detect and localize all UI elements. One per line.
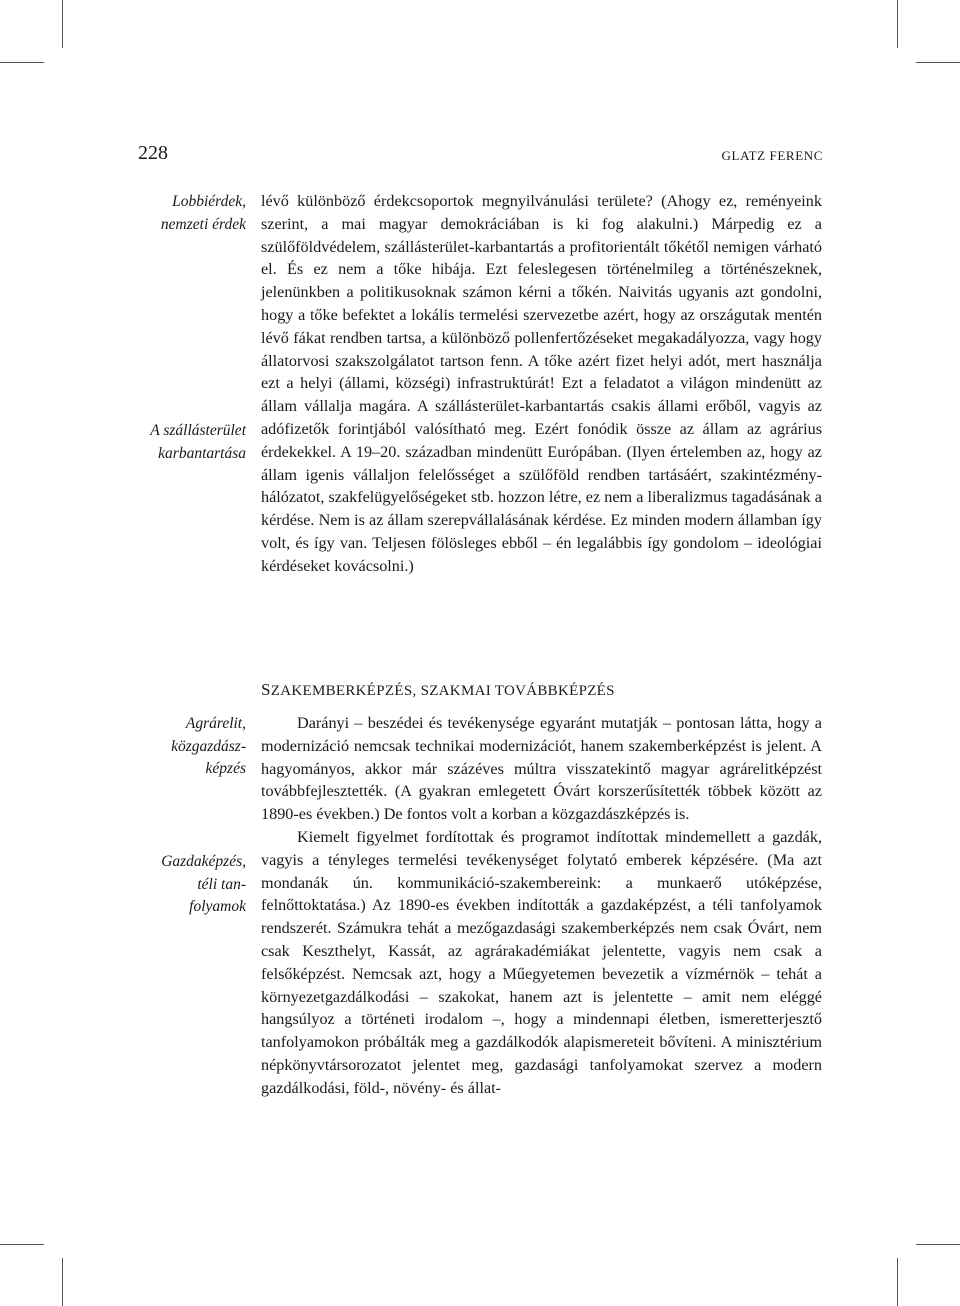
page-header <box>138 142 823 168</box>
margin-note: Lobbiérdek, nemzeti érdek <box>160 193 246 233</box>
crop-mark <box>62 0 63 48</box>
crop-mark <box>897 1258 898 1306</box>
body-text-block <box>261 712 822 1100</box>
paragraph: lévő különböző érdekcsoportok megnyilvánulási területe? (Ahogy ez, reményeink szerint, a mai magyar demokráciában is ki fog alakulni.) Márpedig ez a szülőföldvédelem, szállásterület-karbantartás a profitorientált tőkétől nemigen várható el. És ez nem a tőke hibája. Ezt feleslegesen történelmileg a történészeknek, jelenünkben a politikusoknak számon kérni a tőkén. Naivitás ugyanis azt gondolni, hogy a tőke befektet a lokális termelési szervezetbe azért, hogy az országutak mentén lévő fákat rendben tartsa, a különböző pollenfertőzéseket megakadályozza, vagy hogy állatorvosi szakszolgálatot tartson fenn. A tőke azért fizet helyi adót, mert használja ezt a helyi (állami, községi) infrastruktúrát! Ezt a feladatot a világon mindenütt az állam vállalja magára. A szállásterület-karbantartás csakis állami erőből, vagyis az adófizetők forintjából valósítható meg. Ezért fonódik össze az állam az agrárius érdekekkel. A 19–20. században mindenütt Európában. (Ilyen értelemben az, hogy az állam igenis vállaljon felelősséget a szülőföld rendben tartásáért, szakintézmény-hálózatot, szakfelügyelőségeket stb. hozzon létre, ez nem a liberalizmus tagadásának a kérdése. Nem is az állam szerepvállalásának kérdése. Ez minden modern államban így volt, és így van. Teljesen fölösleges ebből – én legalábbis így gondolom – ideológiai kérdéseket kovácsolni.) <box>261 192 822 575</box>
paragraph: Kiemelt figyelmet fordítottak és programot indítottak mindemellett a gazdák, vagyis a tényleges termelési tevékenységet folytató emberek képzésére. (Ma azt mondanák ún. kommunikáció-szakembereink: a munkaerő utóképzése, felnőttoktatása.) Az 1890-es években indították a gazdaképzést, a téli tanfolyamok rendszerét. Számukra tehát a mezőgazdasági szakemberképzés nem csak Óvárt, nem csak Keszthelyt, Kassát, az agrárakadémiákat jelentette, vagyis nem csak a felsőképzést. Nemcsak azt, hogy a Műegyetemen bevezetik a vízmérnök – tehát a környezetgazdálkodási – szakokat, hanem azt is jelentette – amit nem eléggé hangsúlyoz a történeti irodalom –, hogy a mindennapi életben, ismeretterjesztő tanfolyamokon próbálták meg a gazdálkodók alapismereteit bővíteni. A minisztérium népkönyvtársorozatot jelentet meg, gazdasági tanfolyamokat szervez a modern gazdálkodási, föld-, növény- és állat- <box>261 827 822 1097</box>
crop-mark <box>0 62 44 63</box>
crop-mark <box>62 1258 63 1306</box>
margin-note: Gazdaképzés, téli tan- folyamok <box>161 853 246 915</box>
crop-mark <box>0 1244 44 1245</box>
page-number: 228 <box>138 142 168 164</box>
section-heading: SZAKEMBERKÉPZÉS, SZAKMAI TOVÁBBKÉPZÉS <box>261 680 615 699</box>
paragraph: Darányi – beszédei és tevékenysége egyaránt mutatják – pontosan látta, hogy a modernizáció nemcsak technikai modernizációt, hanem szakemberképzést is jelent. A hagyományos, akkor már százéves múltra visszatekintő magyar agrárelitképzést továbbfejlesztették. (A gyakran emlegetett Óvárt korszerűsítették többek között az 1890-es években.) De fontos volt a korban a közgazdászképzés is. <box>261 714 822 824</box>
crop-mark <box>916 1244 960 1245</box>
margin-note: Agrárelit, közgazdász- képzés <box>171 715 246 777</box>
body-text-block <box>261 190 822 578</box>
crop-mark <box>916 62 960 63</box>
margin-note: A szállásterület karbantartása <box>150 422 246 462</box>
crop-mark <box>897 0 898 48</box>
running-head: GLATZ FERENC <box>721 148 823 163</box>
